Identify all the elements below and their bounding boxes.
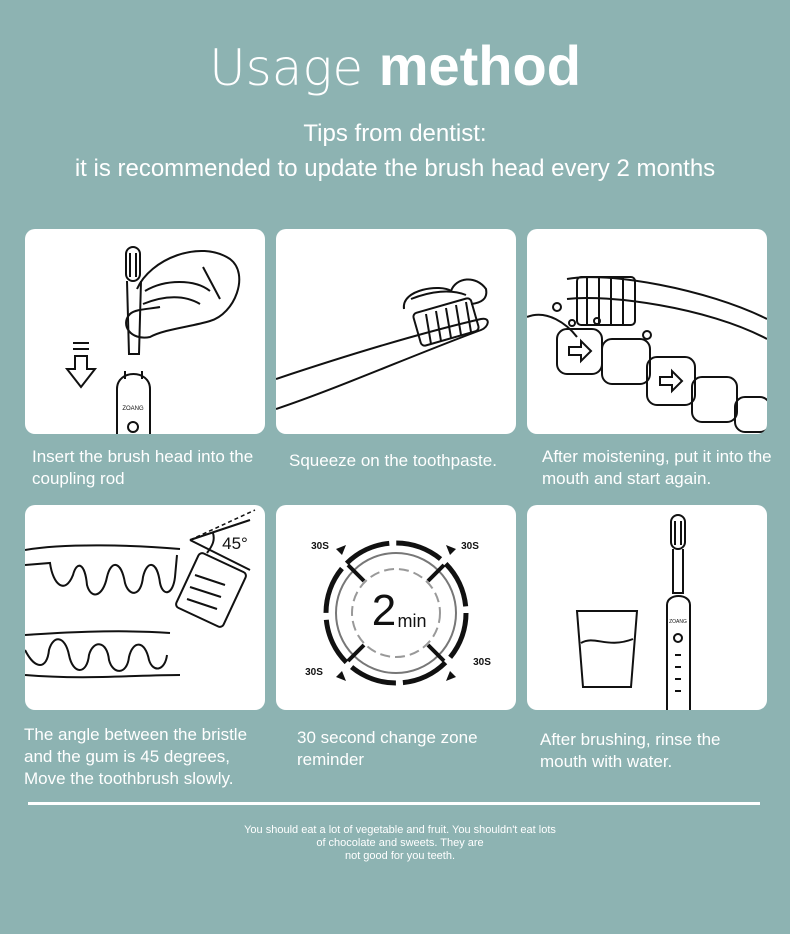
subtitle-line2: it is recommended to update the brush head every 2 months [74,155,716,182]
step-4-card [25,505,265,710]
footer-line3: not good for you teeth. [344,850,456,862]
step-6-card [527,505,767,710]
insert-brush-head-illustration [25,229,265,434]
step-5-caption: 30 second change zone reminder [297,728,478,769]
step-1-caption: Insert the brush head into the coupling rod [32,447,254,488]
footer-line1: You should eat a lot of vegetable and fruit. You shouldn't eat lots [244,824,556,836]
step-3-caption: After moistening, put it into the mouth and start again. [542,447,772,488]
step-2-card [276,229,516,434]
angle-label: 45° [222,534,248,553]
zone-label: 30S [461,541,479,552]
zone-label: 30S [305,667,323,678]
timer-unit: min [397,611,427,631]
squeeze-toothpaste-illustration [276,229,516,434]
handle-brand-label: ZOANG [122,406,144,412]
step-1-card [25,229,265,434]
footer-note [200,824,600,863]
title-bold: method [378,34,581,97]
rinse-mouth-illustration [527,505,767,710]
divider [28,802,760,805]
step-5-card [276,505,516,710]
handle-brand-label: ZOANG [669,619,687,625]
zone-label: 30S [311,541,329,552]
step-4-caption: The angle between the bristle and the gum is 45 degrees, Move the toothbrush slowly. [24,725,248,788]
footer-line2: of chocolate and sweets. They are [316,837,484,849]
zone-label: 30S [473,657,491,668]
brush-in-mouth-illustration [527,229,767,434]
step-3-card [527,229,767,434]
angle-45-illustration [25,505,265,710]
step-2-caption: Squeeze on the toothpaste. [289,451,497,470]
title-light: Usage [209,39,364,97]
subtitle-line1: Tips from dentist: [303,120,487,147]
timer-2min-illustration [276,505,516,710]
step-6-caption: After brushing, rinse the mouth with water. [540,730,721,771]
page-title [0,34,790,100]
timer-main: 2 [371,586,397,635]
